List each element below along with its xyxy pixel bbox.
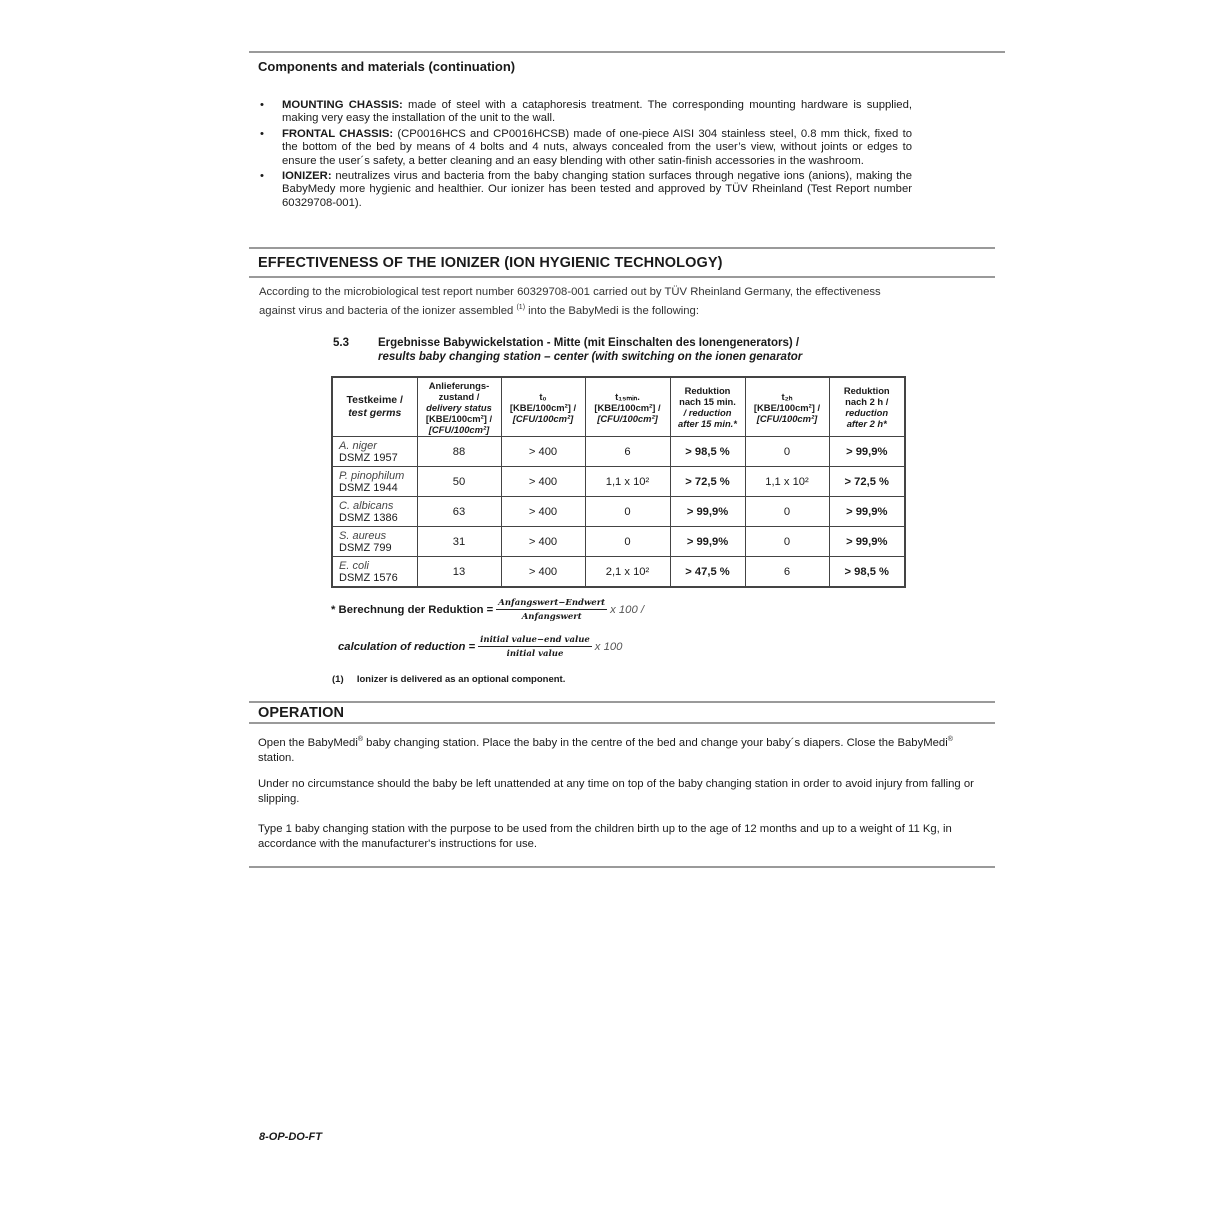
table-row xyxy=(332,527,905,557)
section-title-de: Ergebnisse Babywickelstation - Mitte (mit Einschalten des Ionengenerators) / xyxy=(378,337,800,349)
page-footer: 8-OP-DO-FT xyxy=(259,1131,322,1143)
bullet-icon: • xyxy=(260,127,264,140)
bottom-rule xyxy=(249,866,995,868)
header-t0: t₀ [KBE/100cm²] / [CFU/100cm²] xyxy=(501,377,585,437)
formula-de: * Berechnung der Reduktion = $\frac{\text{Anfangswert−Endwert}}{\text{Anfangswert}}$ x 100 / xyxy=(331,598,645,622)
components-list xyxy=(258,99,912,212)
cell-t0: > 400 xyxy=(501,557,585,588)
cell-t2h: 0 xyxy=(745,497,829,527)
cell-germ: S. aureus DSMZ 799 xyxy=(332,527,417,557)
cell-t0: > 400 xyxy=(501,437,585,467)
list-item: • FRONTAL CHASSIS: (CP0016HCS and CP0016HCSB) made of one-piece AISI 304 stainless steel, 0.8 mm thick, fixed to the bottom of the bed by means of 4 bolts and 4 nuts, always concealed from the user’s view, without joints or edges to ensure the user´s safety, a better cleaning and an easy blending with other satin-finish accessories in the washroom. xyxy=(260,127,912,167)
table-row xyxy=(332,497,905,527)
cell-t0: > 400 xyxy=(501,497,585,527)
components-heading: Components and materials (continuation) xyxy=(258,59,516,74)
operation-paragraph-2: Under no circumstance should the baby be left unattended at any time on top of the baby changing station in order to avoid injury from falling or slipping. xyxy=(258,778,974,805)
cell-t0: > 400 xyxy=(501,467,585,497)
top-rule xyxy=(249,51,1005,53)
header-delivery-status: Anlieferungs- zustand / delivery status [KBE/100cm²] / [CFU/100cm²] xyxy=(417,377,501,437)
cell-germ: C. albicans DSMZ 1386 xyxy=(332,497,417,527)
cell-delivery: 31 xyxy=(417,527,501,557)
cell-red15: > 99,9% xyxy=(670,527,745,557)
cell-delivery: 50 xyxy=(417,467,501,497)
list-item: • IONIZER: neutralizes virus and bacteria from the baby changing station surfaces through negative ions (anions), making the BabyMedy more hygienic and healthier. Our ionizer has been tested and approved by TÜV Rheinland (Test Report number 60329708-001). xyxy=(260,170,912,209)
operation-heading: OPERATION xyxy=(258,705,345,721)
cell-t2h: 0 xyxy=(745,437,829,467)
cell-red2h: > 99,9% xyxy=(829,497,905,527)
header-reduction-15: Reduktion nach 15 min. / reduction after 15 min.* xyxy=(670,377,745,437)
section-number: 5.3 xyxy=(333,337,349,349)
ionizer-rule-bottom xyxy=(249,276,995,278)
cell-t15: 0 xyxy=(585,527,670,557)
cell-red15: > 47,5 % xyxy=(670,557,745,588)
cell-red15: > 72,5 % xyxy=(670,467,745,497)
header-t2h: t₂ₕ [KBE/100cm²] / [CFU/100cm²] xyxy=(745,377,829,437)
cell-red2h: > 72,5 % xyxy=(829,467,905,497)
header-reduction-2h: Reduktion nach 2 h / reduction after 2 h* xyxy=(829,377,905,437)
cell-t15: 1,1 x 10² xyxy=(585,467,670,497)
ionizer-rule-top xyxy=(249,247,995,249)
table-row xyxy=(332,557,905,588)
section-title-en: results baby changing station – center (with switching on the ionen genarator xyxy=(378,351,803,363)
header-t15: t₁₅ₘᵢₙ. [KBE/100cm²] / [CFU/100cm²] xyxy=(585,377,670,437)
cell-germ: A. niger DSMZ 1957 xyxy=(332,437,417,467)
cell-t0: > 400 xyxy=(501,527,585,557)
cell-delivery: 88 xyxy=(417,437,501,467)
cell-red2h: > 98,5 % xyxy=(829,557,905,588)
bullet-icon: • xyxy=(260,170,264,183)
table-row xyxy=(332,467,905,497)
ionizer-heading: EFFECTIVENESS OF THE IONIZER (ION HYGIENIC TECHNOLOGY) xyxy=(258,255,723,271)
formula-en-fraction: $\frac{\text{initial value−end value}}{\text{initial value}}$ xyxy=(480,635,590,659)
cell-t15: 6 xyxy=(585,437,670,467)
table-row xyxy=(332,437,905,467)
ionizer-intro: According to the microbiological test report number 60329708-001 carried out by TÜV Rheinland Germany, the effectiveness against virus and bacteria of the ionizer assembled $^{(1)}$ into the BabyMedi is the following: xyxy=(259,286,881,317)
results-table xyxy=(331,376,906,588)
cell-t15: 0 xyxy=(585,497,670,527)
cell-t2h: 0 xyxy=(745,527,829,557)
list-item: • MOUNTING CHASSIS: made of steel with a cataphoresis treatment. The corresponding mounting hardware is supplied, making very easy the installation of the unit to the wall. xyxy=(260,99,912,125)
formula-en: calculation of reduction = $\frac{\text{initial value−end value}}{\text{initial value}}$ x 100 xyxy=(338,635,623,659)
cell-t15: 2,1 x 10² xyxy=(585,557,670,588)
operation-rule-bottom xyxy=(249,722,995,724)
cell-t2h: 6 xyxy=(745,557,829,588)
cell-red2h: > 99,9% xyxy=(829,437,905,467)
operation-paragraph-3: Type 1 baby changing station with the purpose to be used from the children birth up to the age of 12 months and up to a weight of 11 Kg, in accordance with the manufacturer's instructions for use. xyxy=(258,823,952,850)
header-test-germs: Testkeime / test germs xyxy=(332,377,417,437)
cell-germ: E. coli DSMZ 1576 xyxy=(332,557,417,588)
cell-red15: > 98,5 % xyxy=(670,437,745,467)
cell-delivery: 63 xyxy=(417,497,501,527)
operation-rule-top xyxy=(249,701,995,703)
operation-paragraph-1: Open the BabyMedi® baby changing station. Place the baby in the centre of the bed and change your baby´s diapers. Close the BabyMedi® station. xyxy=(258,736,953,764)
formula-de-fraction: $\frac{\text{Anfangswert−Endwert}}{\text{Anfangswert}}$ xyxy=(498,598,606,622)
footnote: (1) Ionizer is delivered as an optional component. xyxy=(332,674,566,685)
cell-red15: > 99,9% xyxy=(670,497,745,527)
table-header-row xyxy=(332,377,905,437)
bullet-icon: • xyxy=(260,99,264,111)
cell-delivery: 13 xyxy=(417,557,501,588)
cell-t2h: 1,1 x 10² xyxy=(745,467,829,497)
cell-red2h: > 99,9% xyxy=(829,527,905,557)
cell-germ: P. pinophilum DSMZ 1944 xyxy=(332,467,417,497)
